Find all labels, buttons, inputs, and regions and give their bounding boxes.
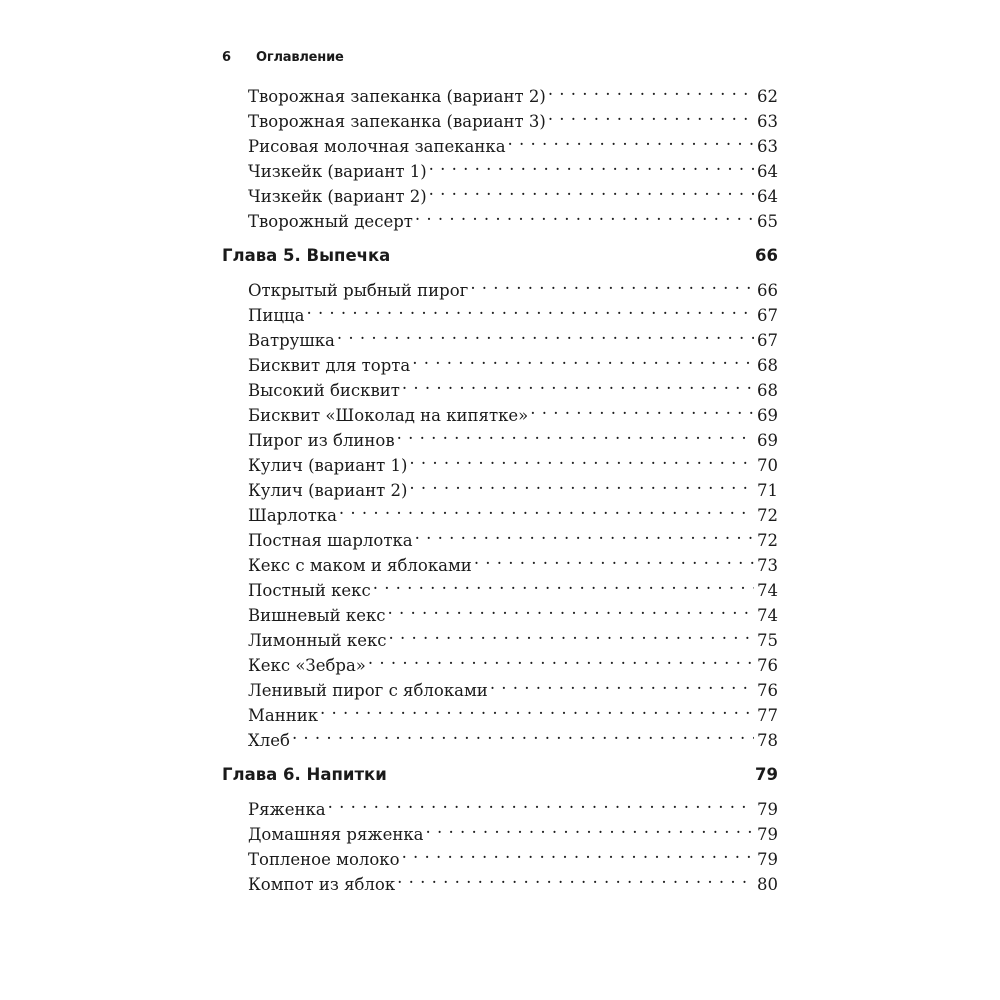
- entry-title: Высокий бисквит: [248, 381, 400, 400]
- dot-leader: [306, 305, 754, 322]
- entry-page-number: 64: [757, 162, 778, 181]
- toc-entry: [222, 84, 778, 109]
- entry-title: Вишневый кекс: [248, 606, 386, 625]
- toc-entry: [222, 503, 778, 528]
- toc-entry: [222, 378, 778, 403]
- toc-entry: [222, 328, 778, 353]
- toc-entry: [222, 303, 778, 328]
- entry-title: Открытый рыбный пирог: [248, 281, 469, 300]
- toc-entry: [222, 209, 778, 234]
- dot-leader: [368, 655, 754, 672]
- entry-title: Шарлотка: [248, 506, 337, 525]
- dot-leader: [397, 430, 754, 447]
- entry-title: Постный кекс: [248, 581, 371, 600]
- entry-page-number: 76: [757, 681, 778, 700]
- entry-title: Хлеб: [248, 731, 290, 750]
- entry-page-number: 80: [757, 875, 778, 894]
- dot-leader: [548, 111, 754, 128]
- entry-title: Домашняя ряженка: [248, 825, 424, 844]
- dot-leader: [402, 849, 754, 866]
- dot-leader: [389, 764, 752, 781]
- dot-leader: [409, 480, 754, 497]
- toc-chapter-heading: [222, 234, 778, 278]
- running-head: [222, 50, 344, 65]
- dot-leader: [429, 161, 754, 178]
- toc-entry: [222, 453, 778, 478]
- entry-title: Творожный десерт: [248, 212, 413, 231]
- entry-title: Ленивый пирог с яблоками: [248, 681, 488, 700]
- entry-page-number: 79: [757, 850, 778, 869]
- toc-entry: [222, 872, 778, 897]
- dot-leader: [409, 455, 754, 472]
- entry-page-number: 73: [757, 556, 778, 575]
- toc-entry: [222, 628, 778, 653]
- entry-title: Пирог из блинов: [248, 431, 395, 450]
- toc-entry: [222, 678, 778, 703]
- entry-title: Чизкейк (вариант 1): [248, 162, 427, 181]
- entry-title: Постная шарлотка: [248, 531, 413, 550]
- dot-leader: [388, 605, 754, 622]
- toc-entry: [222, 847, 778, 872]
- entry-title: Рисовая молочная запеканка: [248, 137, 506, 156]
- toc-entry: [222, 822, 778, 847]
- entry-page-number: 76: [757, 656, 778, 675]
- dot-leader: [474, 555, 754, 572]
- entry-page-number: 77: [757, 706, 778, 725]
- dot-leader: [415, 211, 754, 228]
- dot-leader: [397, 874, 754, 891]
- dot-leader: [339, 505, 754, 522]
- entry-page-number: 74: [757, 606, 778, 625]
- entry-title: Чизкейк (вариант 2): [248, 187, 427, 206]
- dot-leader: [337, 330, 754, 347]
- toc-entry: [222, 403, 778, 428]
- toc-entry: [222, 353, 778, 378]
- entry-title: Кекс «Зебра»: [248, 656, 366, 675]
- dot-leader: [328, 799, 754, 816]
- toc-entry: [222, 184, 778, 209]
- entry-title: Творожная запеканка (вариант 2): [248, 87, 546, 106]
- entry-page-number: 66: [757, 281, 778, 300]
- dot-leader: [470, 280, 754, 297]
- toc-entry: [222, 578, 778, 603]
- entry-title: Компот из яблок: [248, 875, 396, 894]
- dot-leader: [392, 245, 752, 262]
- toc-entry: [222, 159, 778, 184]
- entry-page-number: 69: [757, 431, 778, 450]
- entry-page-number: 71: [757, 481, 778, 500]
- entry-title: Ватрушка: [248, 331, 335, 350]
- entry-page-number: 78: [757, 731, 778, 750]
- toc-entry: [222, 478, 778, 503]
- dot-leader: [292, 730, 754, 747]
- entry-page-number: 66: [755, 246, 778, 265]
- dot-leader: [415, 530, 754, 547]
- toc-entry: [222, 728, 778, 753]
- toc-chapter-heading: [222, 753, 778, 797]
- entry-title: Манник: [248, 706, 319, 725]
- entry-page-number: 74: [757, 581, 778, 600]
- toc-entry: [222, 603, 778, 628]
- entry-title: Творожная запеканка (вариант 3): [248, 112, 546, 131]
- entry-title: Ряженка: [248, 800, 326, 819]
- dot-leader: [389, 630, 754, 647]
- entry-page-number: 70: [757, 456, 778, 475]
- entry-page-number: 67: [757, 306, 778, 325]
- dot-leader: [548, 86, 754, 103]
- entry-page-number: 65: [757, 212, 778, 231]
- entry-page-number: 67: [757, 331, 778, 350]
- toc-entry: [222, 653, 778, 678]
- entry-page-number: 72: [757, 506, 778, 525]
- section-title: Оглавление: [256, 50, 344, 65]
- entry-page-number: 63: [757, 112, 778, 131]
- entry-page-number: 79: [755, 765, 778, 784]
- dot-leader: [320, 705, 754, 722]
- toc-entry: [222, 797, 778, 822]
- dot-leader: [425, 824, 754, 841]
- entry-title: Кулич (вариант 1): [248, 456, 408, 475]
- page-number: 6: [222, 50, 231, 65]
- toc-entry: [222, 528, 778, 553]
- entry-page-number: 64: [757, 187, 778, 206]
- toc-entry: [222, 134, 778, 159]
- toc-entry: [222, 428, 778, 453]
- entry-title: Топленое молоко: [248, 850, 400, 869]
- dot-leader: [530, 405, 754, 422]
- toc-entry: [222, 553, 778, 578]
- entry-title: Лимонный кекс: [248, 631, 387, 650]
- entry-page-number: 63: [757, 137, 778, 156]
- toc-entry: [222, 109, 778, 134]
- dot-leader: [490, 680, 754, 697]
- dot-leader: [373, 580, 754, 597]
- entry-page-number: 79: [757, 800, 778, 819]
- entry-page-number: 69: [757, 406, 778, 425]
- entry-title: Бисквит «Шоколад на кипятке»: [248, 406, 529, 425]
- chapter-title: Глава 6. Напитки: [222, 765, 387, 784]
- dot-leader: [412, 355, 754, 372]
- dot-leader: [429, 186, 754, 203]
- entry-page-number: 75: [757, 631, 778, 650]
- entry-title: Кекс с маком и яблоками: [248, 556, 472, 575]
- entry-page-number: 68: [757, 381, 778, 400]
- toc-entry: [222, 703, 778, 728]
- toc-entry: [222, 278, 778, 303]
- entry-title: Бисквит для торта: [248, 356, 411, 375]
- entry-title: Пицца: [248, 306, 305, 325]
- entry-page-number: 68: [757, 356, 778, 375]
- entry-page-number: 62: [757, 87, 778, 106]
- table-of-contents: [222, 84, 778, 897]
- dot-leader: [402, 380, 754, 397]
- chapter-title: Глава 5. Выпечка: [222, 246, 391, 265]
- entry-page-number: 79: [757, 825, 778, 844]
- entry-page-number: 72: [757, 531, 778, 550]
- dot-leader: [508, 136, 754, 153]
- entry-title: Кулич (вариант 2): [248, 481, 408, 500]
